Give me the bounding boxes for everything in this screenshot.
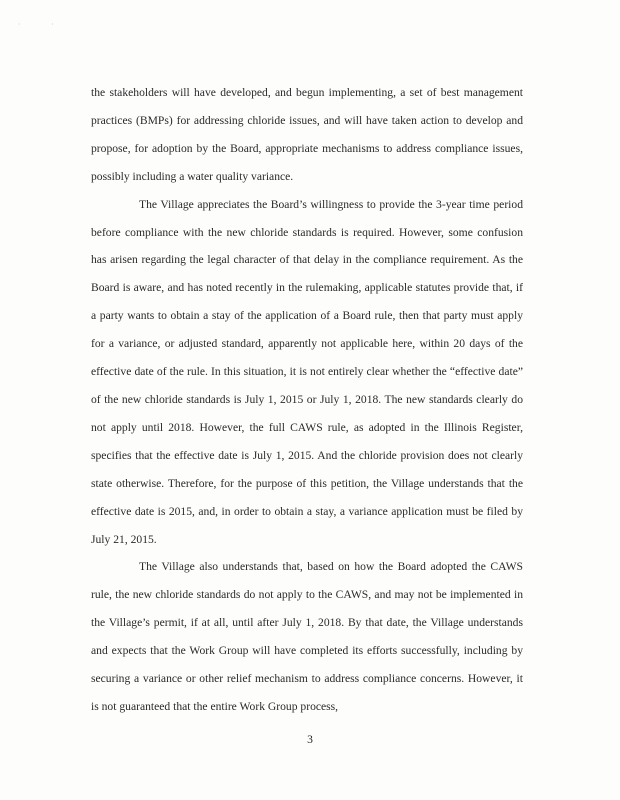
scan-artifact-marks: · · — [18, 20, 68, 29]
page-number: 3 — [307, 733, 313, 746]
paragraph-effective-date: The Village appreciates the Board’s willingness to provide the 3-year time period before compliance with the new chloride standards is required. However, some confusion has arisen regarding the legal character of that delay in the compliance requirement. As the Board is aware, and has noted recently in the rulemaking, applicable statutes provide that, if a party wants to obtain a stay of the application of a Board rule, then that party must apply for a variance, or adjusted standard, apparently not applicable here, within 20 days of the effective date of the rule. In this situation, it is not entirely clear whether the “effective date” of the new chloride standards is July 1, 2015 or July 1, 2018. The new standards clearly do not apply until 2018. However, the full CAWS rule, as adopted in the Illinois Register, specifies that the effective date is July 1, 2015. And the chloride provision does not clearly state otherwise. Therefore, for the purpose of this petition, the Village understands that the effective date is 2015, and, in order to obtain a stay, a variance application must be filed by July 21, 2015. — [91, 197, 523, 546]
body-text — [91, 79, 523, 721]
paragraph-caws-rule: The Village also understands that, based on how the Board adopted the CAWS rule, the new chloride standards do not apply to the CAWS, and may not be implemented in the Village’s permit, if at all, until after July 1, 2018. By that date, the Village understands and expects that the Work Group will have completed its efforts successfully, including by securing a variance or other relief mechanism to address compliance concerns. However, it is not guaranteed that the entire Work Group process, — [91, 560, 523, 713]
paragraph-continuation: the stakeholders will have developed, and begun implementing, a set of best management practices (BMPs) for addressing chloride issues, and will have taken action to develop and propose, for adoption by the Board, appropriate mechanisms to address compliance issues, possibly including a water quality variance. — [91, 86, 523, 183]
